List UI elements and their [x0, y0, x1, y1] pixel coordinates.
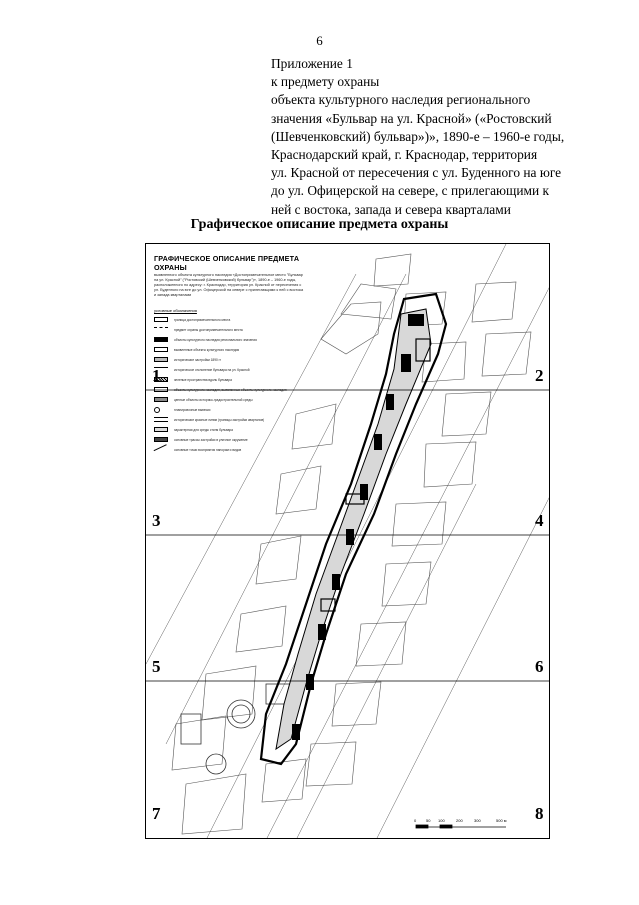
legend-label: исторические красные линии (границы застройки кварталов): [174, 417, 265, 422]
legend-label: характерная для среды стиля бульвара: [174, 427, 233, 432]
quadrant-number: 5: [152, 657, 161, 676]
legend-label: предмет охраны достопримечательного места: [174, 327, 243, 332]
filled-block-symbol: [154, 337, 168, 342]
legend-item: [154, 366, 304, 373]
page-number: 6: [316, 33, 323, 48]
quadrant-number: 6: [535, 657, 544, 676]
legend-item: [154, 336, 304, 343]
legend-label: объекты культурного наследия, выявленные объекты культурного наследия: [174, 387, 287, 392]
appendix-line: Приложение 1: [271, 56, 353, 71]
legend-item: [154, 426, 304, 433]
appendix-line: значения «Бульвар на ул. Красной» («Ростовский: [271, 110, 552, 126]
legend-item: [154, 396, 304, 403]
arrow-symbol: [154, 444, 169, 454]
map-legend: [154, 254, 304, 456]
grey-block-symbol: [154, 397, 168, 402]
legend-item: [154, 436, 304, 443]
scale-label: 200: [456, 818, 463, 823]
quadrant-number: 4: [535, 511, 544, 530]
legend-item: [154, 376, 304, 383]
light-block-symbol: [154, 427, 168, 432]
appendix-line: Краснодарский край, г. Краснодар, территория: [271, 147, 538, 163]
quadrant-number: 8: [535, 804, 544, 823]
legend-item: [154, 446, 304, 453]
appendix-line: до ул. Офицерской на севере, с прилегающими к: [271, 183, 550, 199]
legend-item: [154, 416, 304, 423]
legend-heading: условные обозначения: [154, 308, 197, 313]
appendix-line: ул. Красной от пересечения с ул. Буденного на юге: [271, 165, 562, 181]
scale-label: 100: [438, 818, 445, 823]
appendix-heading: [271, 55, 621, 219]
legend-item: [154, 346, 304, 353]
outline-block-symbol: [154, 387, 168, 392]
legend-label: исторические застройки 1890 гг: [174, 357, 221, 362]
legend-label: историческое отклонение бульвара на ул. Красной: [174, 367, 250, 372]
scale-label: 50: [426, 818, 431, 823]
dark-block-symbol: [154, 437, 168, 442]
dashed-line-symbol: [154, 327, 168, 332]
legend-item: [154, 406, 304, 413]
map-title: ГРАФИЧЕСКОЕ ОПИСАНИЕ ПРЕДМЕТА ОХРАНЫ: [154, 254, 300, 272]
legend-item: [154, 326, 304, 333]
double-line-symbol: [154, 417, 168, 422]
protection-subject-map: [145, 243, 550, 839]
legend-label: основные точки восприятия панорам и видов: [174, 447, 242, 452]
quadrant-number: 3: [152, 511, 161, 530]
legend-label: ценные объекты историко-градостроительной среды: [174, 397, 253, 402]
appendix-line: к предмету охраны: [271, 74, 380, 90]
legend-label: граница достопримечательного места: [174, 317, 231, 322]
legend-label: выявленные объекты культурного наследия: [174, 347, 240, 352]
legend-label: объекты культурного наследия регионального значения: [174, 337, 257, 342]
legend-item: [154, 356, 304, 363]
scale-label: 300: [474, 818, 481, 823]
appendix-line: (Шевченковский) бульвар»)», 1890-е – 1960-е годы,: [271, 128, 565, 144]
legend-label: зеленые пространства вдоль бульвара: [174, 377, 232, 382]
grey-block-symbol: [154, 357, 168, 362]
boundary-symbol: [154, 317, 168, 322]
outline-block-symbol: [154, 347, 168, 352]
appendix-line: объекта культурного наследия регионального: [271, 92, 531, 108]
legend-label: планировочные вывески: [174, 407, 211, 412]
legend-item: [154, 316, 304, 323]
legend-item: [154, 386, 304, 393]
circle-symbol: [154, 407, 160, 413]
legend-label: основные трассы застройки в уличное окружение: [174, 437, 248, 442]
appendix-line: ней с востока, запада и севера кварталами: [271, 201, 511, 217]
quadrant-number: 7: [152, 804, 161, 823]
quadrant-number: 1: [152, 366, 161, 385]
scale-label: 500 м: [496, 818, 507, 823]
quadrant-number: 2: [535, 366, 544, 385]
map-description: выявленного объекта культурного наследия «Достопримечательное место "Бульвар на ул. Красной" ("Ростовский (Шевченковский) бульвар")», 1890-е – 1960-е годы, расположенного по адресу: г. Краснодар, территория ул. Красной от пересечения с ул. Буденного на юге до ул. Офицерской на севере с прилегающими к ней с востока и запада кварталами: [154, 273, 304, 297]
section-title: Графическое описание предмета охраны: [190, 217, 449, 232]
scale-label: 0: [414, 818, 417, 823]
